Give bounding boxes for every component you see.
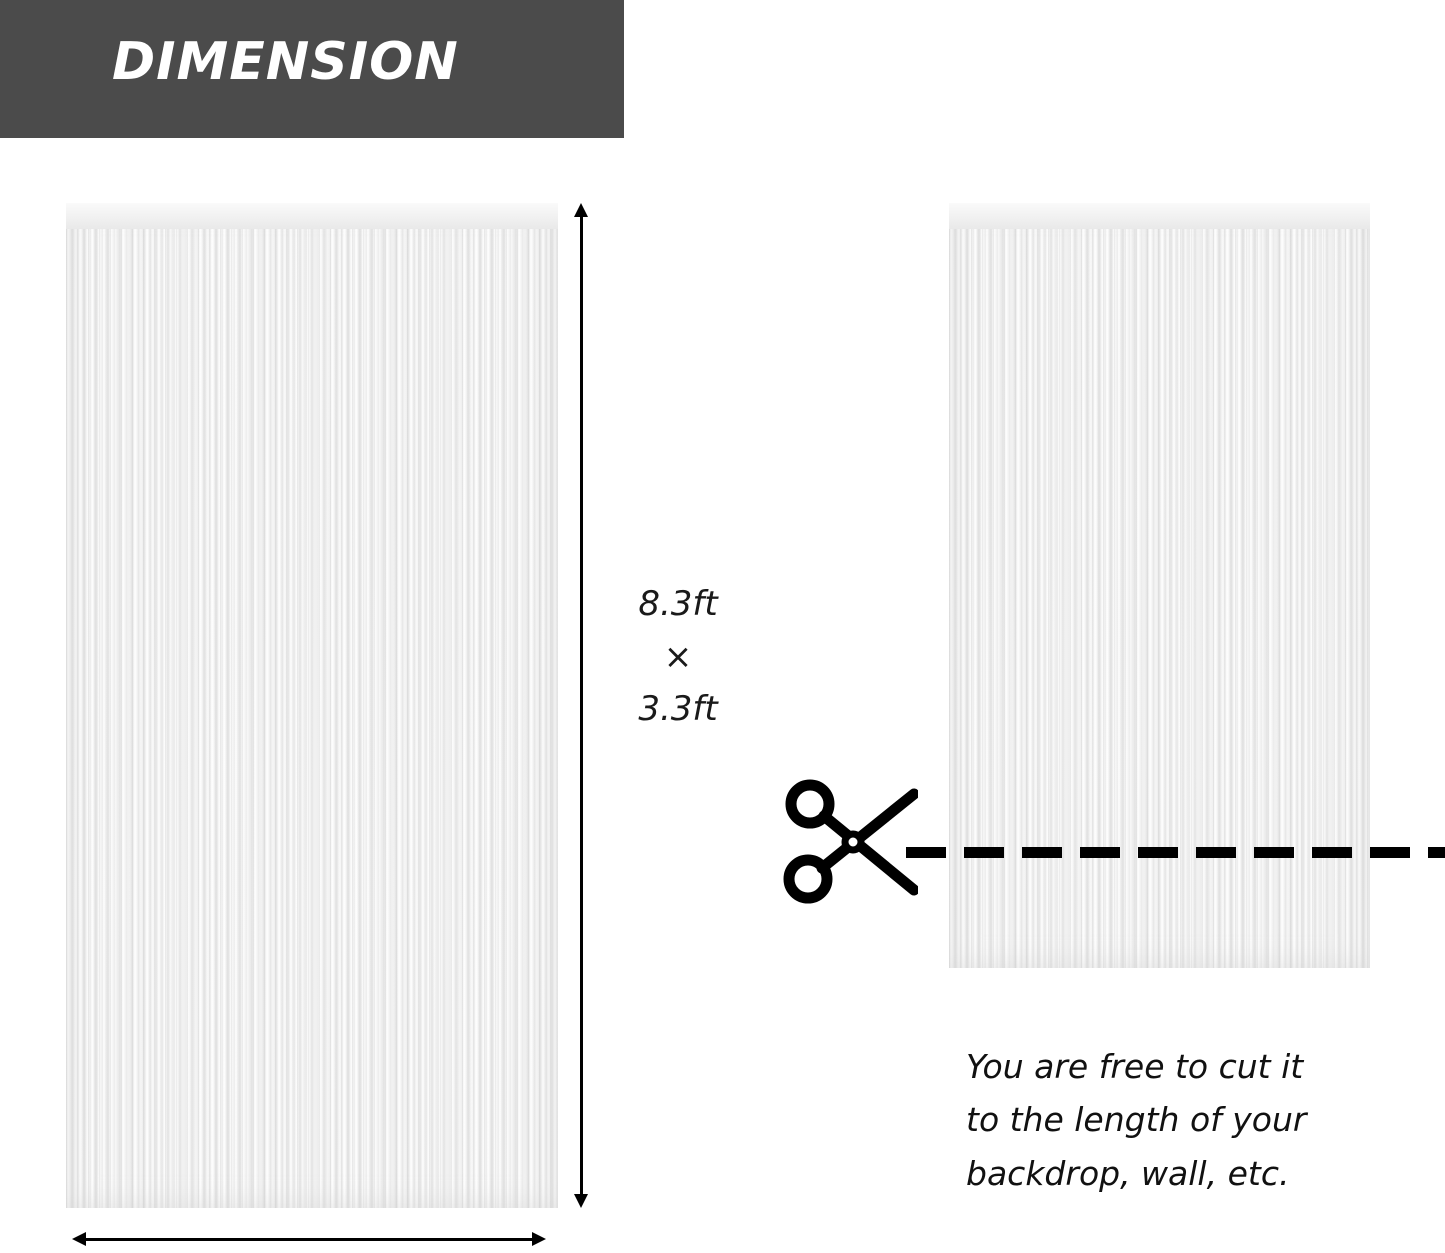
dimension-separator: × <box>663 636 693 677</box>
cut-line <box>906 847 1445 858</box>
cut-caption <box>966 1040 1386 1200</box>
arrow-shaft <box>82 1238 536 1241</box>
arrow-head-down-icon <box>574 1194 588 1208</box>
dimension-banner <box>0 0 624 138</box>
dimension-label <box>608 578 748 736</box>
scissors-icon <box>778 778 918 906</box>
arrow-shaft <box>580 213 583 1198</box>
vertical-dimension-arrow <box>574 203 588 1208</box>
cut-caption-line-2: to the length of your <box>966 1100 1307 1140</box>
page-title: DIMENSION <box>112 32 459 92</box>
horizontal-dimension-arrow <box>72 1232 546 1246</box>
cut-caption-line-1: You are free to cut it <box>966 1047 1304 1086</box>
arrow-head-right-icon <box>532 1232 546 1246</box>
dimension-height: 8.3ft <box>638 584 718 624</box>
dimension-width: 3.3ft <box>638 689 718 730</box>
cut-caption-line-3: backdrop, wall, etc. <box>966 1153 1290 1193</box>
fringe-curtain-full <box>66 203 558 1208</box>
